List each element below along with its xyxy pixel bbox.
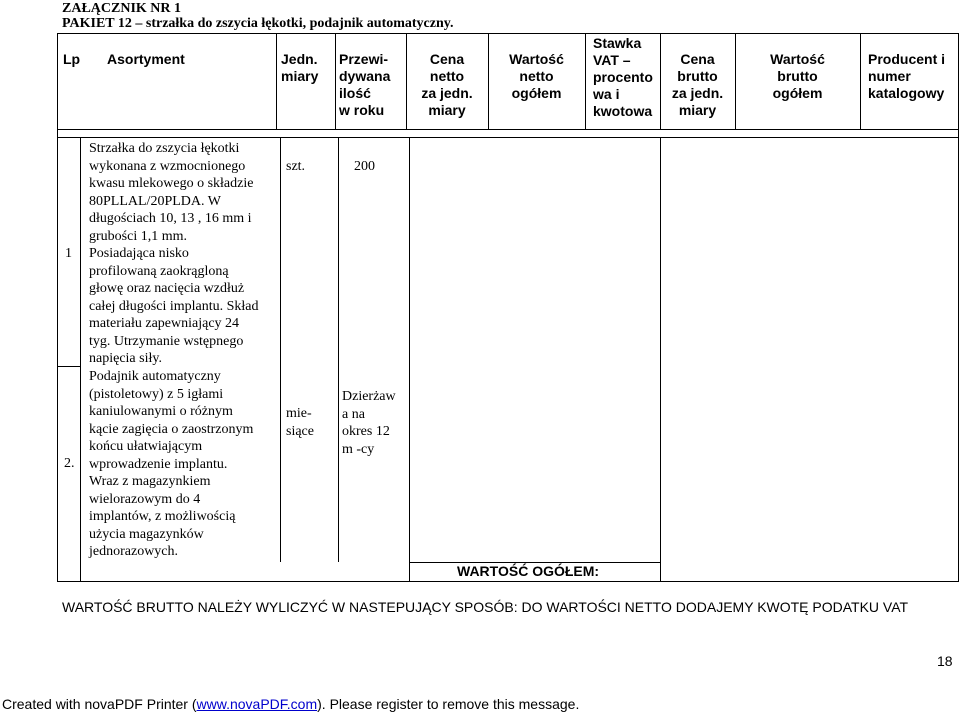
header-bottom-rule bbox=[57, 129, 959, 130]
header-wartosc-netto: Wartość netto ogółem bbox=[509, 51, 564, 101]
row2-description: Podajnik automatyczny (pistoletowy) z 5 igłami kaniulowanymi o różnym kącie zagięcia o zaostrzonym końcu ułatwiającym wprowadzenie implantu. Wraz z magazynkiem wielorazowym do 4 implantów, z możliwością użycia magazynków jednorazowych. bbox=[89, 369, 254, 559]
novapdf-link[interactable]: www.novaPDF.com bbox=[196, 696, 318, 712]
header-jedn-miary: Jedn. miary bbox=[281, 51, 319, 84]
col-rule bbox=[280, 137, 281, 562]
col-rule bbox=[338, 137, 339, 562]
col-rule bbox=[660, 137, 661, 582]
row1-quantity: 200 bbox=[354, 159, 375, 174]
col-rule bbox=[335, 33, 336, 129]
attachment-title: ZAŁĄCZNIK NR 1 bbox=[62, 1, 182, 16]
header-asortyment: Asortyment bbox=[107, 51, 185, 67]
footer-suffix: ). Please register to remove this message. bbox=[317, 696, 580, 712]
header-lp: Lp bbox=[63, 51, 81, 67]
vat-note: WARTOŚĆ BRUTTO NALEŻY WYLICZYĆ W NASTEPUJĄCY SPOSÓB: DO WARTOŚCI NETTO DODAJEMY KWOTĘ PODATKU VAT bbox=[62, 599, 909, 615]
row1-description: Strzałka do zszycia łękotki wykonana z wzmocnionego kwasu mlekowego o składzie 80PLLAL/20PLDA. W długościach 10, 13 , 16 mm i grubości 1,1 mm. Posiadająca nisko profilowaną zaokrągloną głowę oraz nacięcia wzdłuż całej długości implantu. Skład materiału zapewniający 24 tyg. Utrzymanie wstępnego napięcia siły. bbox=[89, 141, 259, 366]
col-rule bbox=[80, 137, 81, 582]
col-rule bbox=[276, 33, 277, 129]
footer-prefix: Created with novaPDF Printer ( bbox=[2, 696, 197, 712]
header-cena-netto: Cena netto za jedn. miary bbox=[421, 51, 473, 118]
row2-lp: 2. bbox=[64, 456, 75, 471]
row2-quantity: Dzierżaw a na okres 12 m -cy bbox=[342, 389, 396, 457]
header-cena-brutto: Cena brutto za jedn. miary bbox=[671, 51, 724, 118]
header-producent: Producent i numer katalogowy bbox=[868, 51, 946, 101]
total-label: WARTOŚĆ OGÓŁEM: bbox=[457, 563, 600, 579]
row-divider bbox=[57, 366, 80, 367]
col-rule bbox=[585, 33, 586, 129]
col-rule bbox=[860, 33, 861, 129]
header-gap-rule bbox=[57, 137, 959, 138]
row2-unit: mie- siące bbox=[286, 406, 314, 439]
package-title: PAKIET 12 – strzałka do zszycia łękotki, podajnik automatyczny. bbox=[62, 16, 454, 31]
row1-unit: szt. bbox=[286, 159, 306, 174]
page-number: 18 bbox=[937, 653, 953, 669]
header-przewidywana-ilosc: Przewi- dywana ilość w roku bbox=[339, 51, 391, 118]
row1-lp: 1 bbox=[65, 246, 72, 261]
novapdf-footer bbox=[0, 693, 959, 715]
header-wartosc-brutto: Wartość brutto ogółem bbox=[770, 51, 825, 101]
col-rule bbox=[409, 137, 410, 582]
header-stawka-vat: Stawka VAT – procento wa i kwotowa bbox=[593, 35, 653, 119]
